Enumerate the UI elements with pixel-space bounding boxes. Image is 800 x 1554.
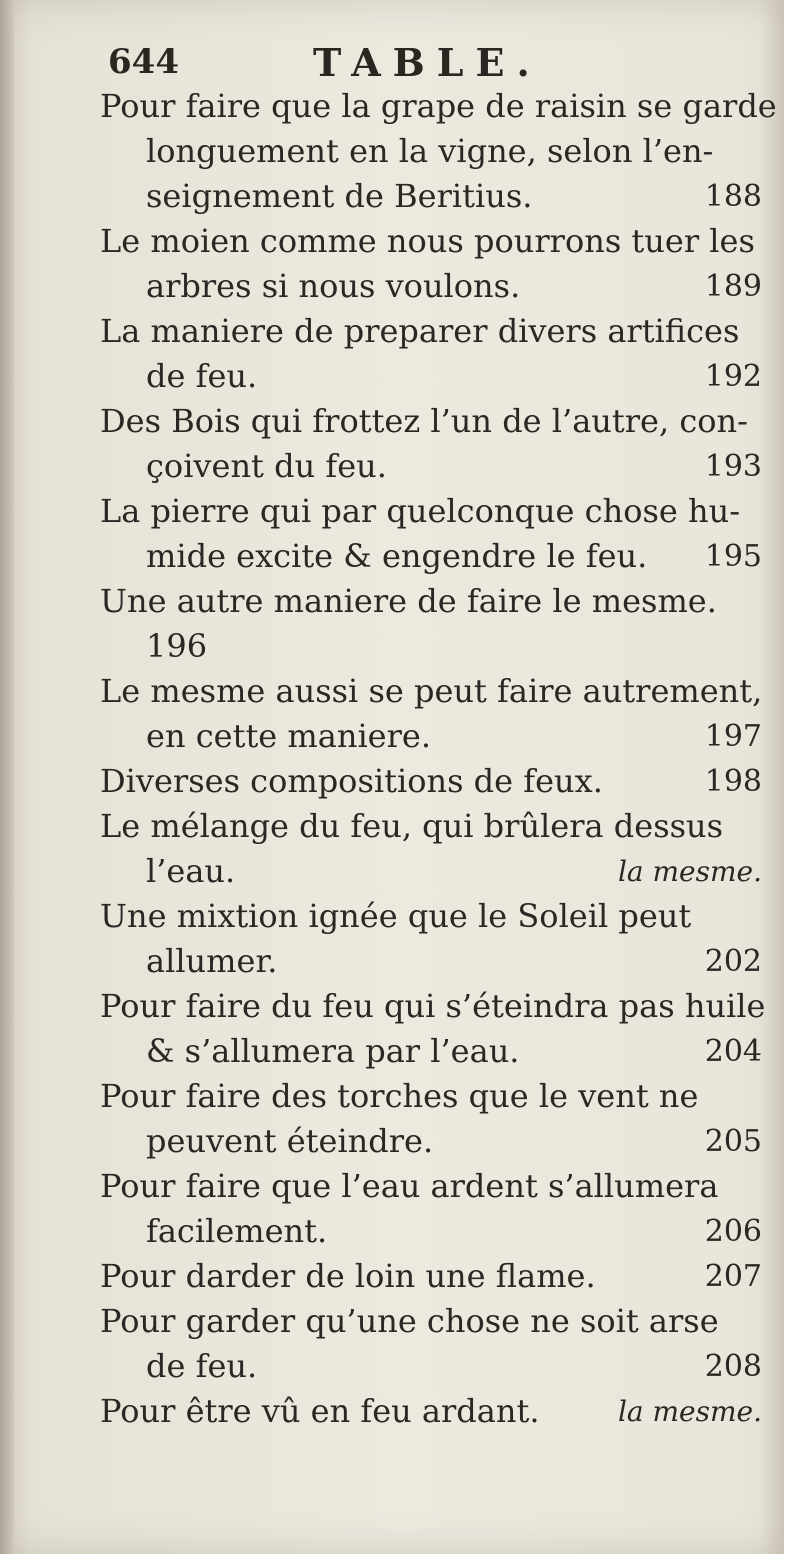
- entry-line: Pour faire que l’eau ardent s’allumera: [100, 1167, 719, 1205]
- entry-line: Pour garder qu’une chose ne soit arse: [100, 1302, 719, 1340]
- toc-entry: [100, 1389, 766, 1434]
- entry-line: peuvent éteindre.: [146, 1122, 434, 1160]
- entry-line: Le mélange du feu, qui brûlera dessus: [100, 807, 724, 845]
- toc-entry: [100, 579, 766, 669]
- entry-page-ref: 197: [704, 719, 762, 754]
- entry-page-ref: 205: [704, 1124, 762, 1159]
- entry-line: Le moien comme nous pourrons tuer les: [100, 222, 755, 260]
- entry-line: & s’allumera par l’eau.: [146, 1032, 520, 1070]
- toc-entry: [100, 84, 777, 219]
- entry-page-ref: 207: [704, 1259, 762, 1294]
- entry-line: Pour faire des torches que le vent ne: [100, 1077, 699, 1115]
- entry-line: seignement de Beritius.: [146, 177, 533, 215]
- entry-page-ref: 206: [704, 1214, 762, 1249]
- toc-entry: [100, 1254, 766, 1299]
- toc-entry: [100, 1074, 766, 1164]
- toc-entry: [100, 759, 766, 804]
- entry-line: Le mesme aussi se peut faire autrement,: [100, 672, 763, 710]
- entry-line: Des Bois qui frottez l’un de l’autre, con-: [100, 402, 748, 440]
- toc-entry: [100, 804, 766, 894]
- toc-entry: [100, 984, 766, 1074]
- entry-line: facilement.: [146, 1212, 328, 1250]
- page-number: 644: [108, 42, 179, 82]
- entry-line: Une autre maniere de faire le mesme.: [100, 582, 717, 620]
- table-of-contents: [100, 84, 777, 1434]
- entry-line: de feu.: [146, 357, 258, 395]
- entry-line: Une mixtion ignée que le Soleil peut: [100, 897, 692, 935]
- entry-line: allumer.: [146, 942, 278, 980]
- entry-page-ref: 189: [704, 269, 762, 304]
- entry-line: çoivent du feu.: [146, 447, 387, 485]
- entry-line: Pour faire que la grape de raisin se garde: [100, 87, 777, 125]
- toc-entry: [100, 309, 766, 399]
- entry-page-ref: 202: [704, 944, 762, 979]
- entry-line: Pour darder de loin une flame.: [100, 1257, 596, 1295]
- entry-line: longuement en la vigne, selon l’en-: [146, 132, 714, 170]
- toc-entry: [100, 669, 766, 759]
- entry-line: l’eau.: [146, 852, 236, 890]
- entry-page-ref: 192: [704, 359, 762, 394]
- toc-entry: [100, 1164, 766, 1254]
- entry-page-ref: la mesme.: [617, 1395, 762, 1428]
- entry-line: de feu.: [146, 1347, 258, 1385]
- entry-page-ref: 198: [704, 764, 762, 799]
- toc-entry: [100, 894, 766, 984]
- entry-line: Diverses compositions de feux.: [100, 762, 603, 800]
- page-gutter: [0, 0, 14, 1554]
- entry-line: arbres si nous voulons.: [146, 267, 521, 305]
- entry-line: Pour être vû en feu ardant.: [100, 1392, 540, 1430]
- entry-page-ref: 208: [704, 1349, 762, 1384]
- entry-line: 196: [146, 627, 208, 665]
- entry-page-ref: 188: [704, 179, 762, 214]
- toc-entry: [100, 1299, 766, 1389]
- page-title: TABLE.: [313, 40, 542, 85]
- entry-line: Pour faire du feu qui s’éteindra pas huile: [100, 987, 766, 1025]
- toc-entry: [100, 219, 766, 309]
- entry-page-ref: la mesme.: [617, 855, 762, 888]
- entry-page-ref: 193: [704, 449, 762, 484]
- entry-line: en cette maniere.: [146, 717, 432, 755]
- entry-line: mide excite & engendre le feu.: [146, 537, 648, 575]
- toc-entry: [100, 399, 766, 489]
- entry-line: La maniere de preparer divers artifices: [100, 312, 740, 350]
- entry-page-ref: 195: [704, 539, 762, 574]
- entry-line: La pierre qui par quelconque chose hu-: [100, 492, 741, 530]
- entry-page-ref: 204: [704, 1034, 762, 1069]
- toc-entry: [100, 489, 766, 579]
